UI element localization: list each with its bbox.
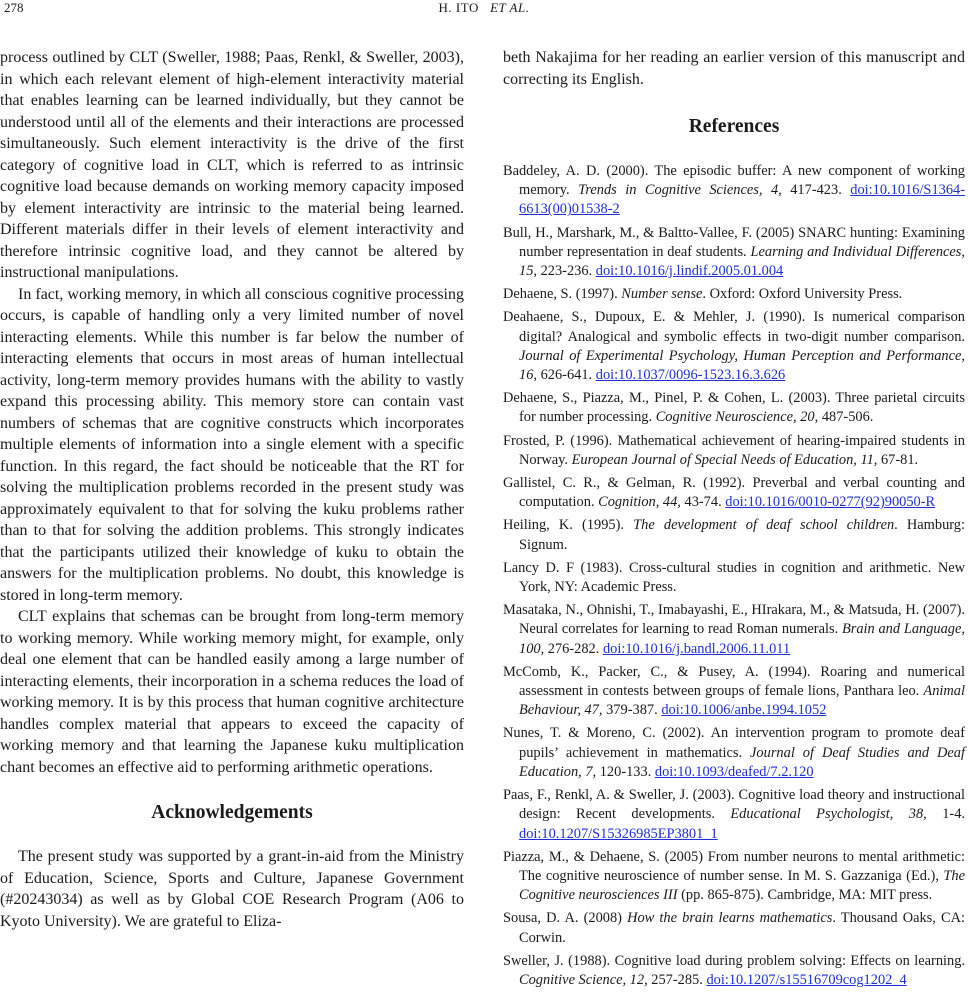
reference-source: Cognitive Neuroscience, 20, [655, 409, 819, 426]
reference-item [503, 952, 965, 990]
doi-link[interactable]: doi:10.1037/0096-1523.16.3.626 [595, 367, 786, 384]
reference-pages: . Hamburg: Signum. [519, 517, 965, 553]
reference-item [503, 848, 965, 906]
doi-link[interactable]: doi:10.1016/S1364-6613(00)01538-2 [519, 182, 966, 218]
doi-link[interactable]: doi:10.1093/deafed/7.2.120 [654, 763, 814, 780]
doi-link[interactable]: doi:10.1006/anbe.1994.1052 [661, 702, 827, 719]
reference-text: Frosted, P. (1996). Mathematical achievement of hearing-impaired students in Norway. [503, 432, 965, 468]
reference-source: How the brain learns mathematics [627, 910, 833, 927]
page-header [0, 0, 968, 20]
reference-text: Baddeley, A. D. (2000). The episodic buffer: A new component of working memory. [503, 163, 965, 199]
reference-source: Brain and Language, 100, [519, 621, 965, 657]
reference-pages: . Oxford: Oxford University Press. [702, 286, 903, 303]
reference-pages: (pp. 865-875). Cambridge, MA: MIT press. [677, 887, 933, 904]
reference-item [503, 559, 965, 597]
reference-text: Sousa, D. A. (2008) [503, 910, 628, 927]
reference-item [503, 786, 965, 844]
reference-source: Learning and Individual Differences, 15, [519, 243, 965, 280]
doi-link[interactable]: doi:10.1016/j.bandl.2006.11.011 [602, 640, 791, 657]
reference-source: The Cognitive neurosciences III [519, 867, 965, 904]
reference-pages: 67-81. [877, 451, 919, 468]
reference-item [503, 224, 965, 282]
reference-item [503, 285, 965, 304]
references-heading: References [688, 116, 780, 137]
reference-text: Masataka, N., Ohnishi, T., Imabayashi, E., HIrakara, M., & Matsuda, H. (2007). Neural correlates for learning to read Roman numerals. [503, 602, 965, 638]
reference-source: The development of deaf school children [633, 517, 895, 534]
body-paragraph: In fact, working memory, in which all conscious cognitive processing occurs, is capable of handling only a very limited number of novel interacting elements. While this number is far below the number of interacting elements that occurs in most areas of human intellectual activity, long-term memory provides humans with the ability to vastly expand this processing ability. This memory store can contain vast numbers of schemas that are cognitive constructs which incorporates multiple elements of information into a single element with a specific function. In this regard, the fact should be noticeable that the RT for solving the multiplication problems recorded in the present study was approximately equivalent to that for solving the kuku problems rather than to that for solving the addition problems. This strongly indicates that the participants utilized their knowledge of kuku to obtain the answers for the multiplication problems. No doubt, this knowledge is stored in long-term memory. [0, 285, 464, 604]
doi-link[interactable]: doi:10.1016/j.lindif.2005.01.004 [595, 263, 784, 280]
reference-item [503, 516, 965, 554]
reference-item [503, 389, 965, 427]
reference-source: Cognitive Science, 12, [519, 971, 648, 988]
reference-source: Journal of Deaf Studies and Deaf Education, 7, [519, 744, 965, 780]
reference-text: Heiling, K. (1995). [503, 517, 634, 534]
reference-text: Dehaene, S., Piazza, M., Pinel, P. & Cohen, L. (2003). Three parietal circuits for number processing. [503, 390, 965, 426]
reference-pages: 487-506. [818, 409, 874, 426]
reference-item [503, 474, 965, 512]
acknowledgements-continued: beth Nakajima for her reading an earlier version of this manuscript and correcting its English. [503, 49, 965, 88]
reference-text: Lancy D. F (1983). Cross-cultural studies in cognition and arithmetic. New York, NY: Academic Press. [503, 559, 965, 596]
reference-text: Piazza, M., & Dehaene, S. (2005) From number neurons to mental arithmetic: The cognitive neuroscience of number sense. In M. S. Gazzaniga (Ed.), [503, 848, 965, 884]
reference-pages: 257-285. [647, 971, 707, 988]
reference-pages: 379-387. [602, 702, 662, 719]
doi-link[interactable]: doi:10.1016/0010-0277(92)90050-R [725, 494, 936, 511]
right-column [503, 47, 965, 994]
reference-list [503, 162, 965, 990]
reference-text: Gallistel, C. R., & Gelman, R. (1992). Preverbal and verbal counting and computation. [503, 475, 965, 511]
reference-text: Deahaene, S., Dupoux, E. & Mehler, J. (1990). Is numerical comparison digital? Analogical and symbolic effects in two-digit number comparison. [503, 309, 965, 345]
reference-text: Paas, F., Renkl, A. & Sweller, J. (2003). Cognitive load theory and instructional design: Recent developments. [503, 787, 965, 823]
reference-source: Number sense [621, 286, 703, 303]
reference-item [503, 432, 965, 470]
reference-item [503, 162, 965, 220]
body-paragraph: process outlined by CLT (Sweller, 1988; Paas, Renkl, & Sweller, 2003), in which each relevant element of high-element interactivity material that enables learning can be learned individually, but they cannot be understood until all of the elements and their interactions are processed simultaneously. Such element interactivity is the drive of the first category of cognitive load in CLT, which is referred to as intrinsic cognitive load because demands on working memory capacity imposed by element interactivity are intrinsic to the material being learned. Different materials differ in their levels of element interactivity and therefore intrinsic cognitive load, and they cannot be altered by instructional manipulations. [0, 49, 464, 281]
reference-source: Trends in Cognitive Sciences, 4, [578, 182, 782, 199]
running-head-author: H. ITO [438, 0, 479, 15]
reference-text: Sweller, J. (1988). Cognitive load during problem solving: Effects on learning. [503, 952, 965, 969]
reference-item [503, 724, 965, 782]
reference-source: Educational Psychologist, 38, [730, 806, 927, 823]
reference-pages: 43-74. [680, 494, 726, 511]
acknowledgements-heading: Acknowledgements [151, 802, 313, 823]
reference-source: Journal of Experimental Psychology, Human Perception and Performance, 16, [519, 347, 965, 384]
reference-item [503, 909, 965, 947]
reference-pages: 276-282. [544, 640, 603, 657]
reference-pages: 417-423. [781, 182, 851, 199]
reference-pages: 120-133. [596, 763, 655, 780]
reference-text: Dehaene, S. (1997). [503, 286, 622, 303]
body-paragraph: CLT explains that schemas can be brought from long-term memory to working memory. While working memory might, for example, only deal one element that can be handled easily among a large number of interacting elements, their incorporation in a schema reduces the load of working memory. It is by this process that human cognitive architecture handles complex material that appears to exceed the capacity of working memory and that learning the Japanese kuku multiplication chant becomes an effective aid to performing arithmetic operations. [0, 608, 464, 776]
reference-pages: 223-236. [537, 263, 596, 280]
reference-source: European Journal of Special Needs of Education, 11, [571, 451, 878, 468]
page-number: 278 [4, 0, 24, 15]
doi-link[interactable]: doi:10.1207/s15516709cog1202_4 [706, 971, 907, 988]
running-head-etal: ET AL. [490, 0, 530, 15]
reference-source: Cognition, 44, [598, 494, 681, 511]
reference-text: Bull, H., Marshark, M., & Baltto-Vallee, F. (2005) SNARC hunting: Examining number representation in deaf students. [503, 224, 965, 260]
reference-item [503, 308, 965, 385]
doi-link[interactable]: doi:10.1207/S15326985EP3801_1 [519, 825, 718, 842]
reference-item [503, 663, 965, 721]
running-head [0, 0, 968, 16]
reference-text: Nunes, T. & Moreno, C. (2002). An intervention program to promote deaf pupils’ achievement in mathematics. [503, 725, 965, 761]
reference-pages: 626-641. [537, 367, 596, 384]
acknowledgements-paragraph: The present study was supported by a grant-in-aid from the Ministry of Education, Science, Sports and Culture, Japanese Government (#20243034) as well as by Global COE Research Program (A06 to Kyoto University). We are grateful to Eliza- [0, 848, 464, 930]
reference-source: Animal Behaviour, 47, [519, 683, 965, 719]
left-column [0, 47, 464, 932]
reference-pages: . Thousand Oaks, CA: Corwin. [519, 910, 965, 946]
reference-item [503, 601, 965, 659]
reference-pages: 1-4. [926, 806, 965, 823]
reference-text: McComb, K., Packer, C., & Pusey, A. (1994). Roaring and numerical assessment in contests between groups of female lions, Panthara leo. [503, 663, 965, 700]
